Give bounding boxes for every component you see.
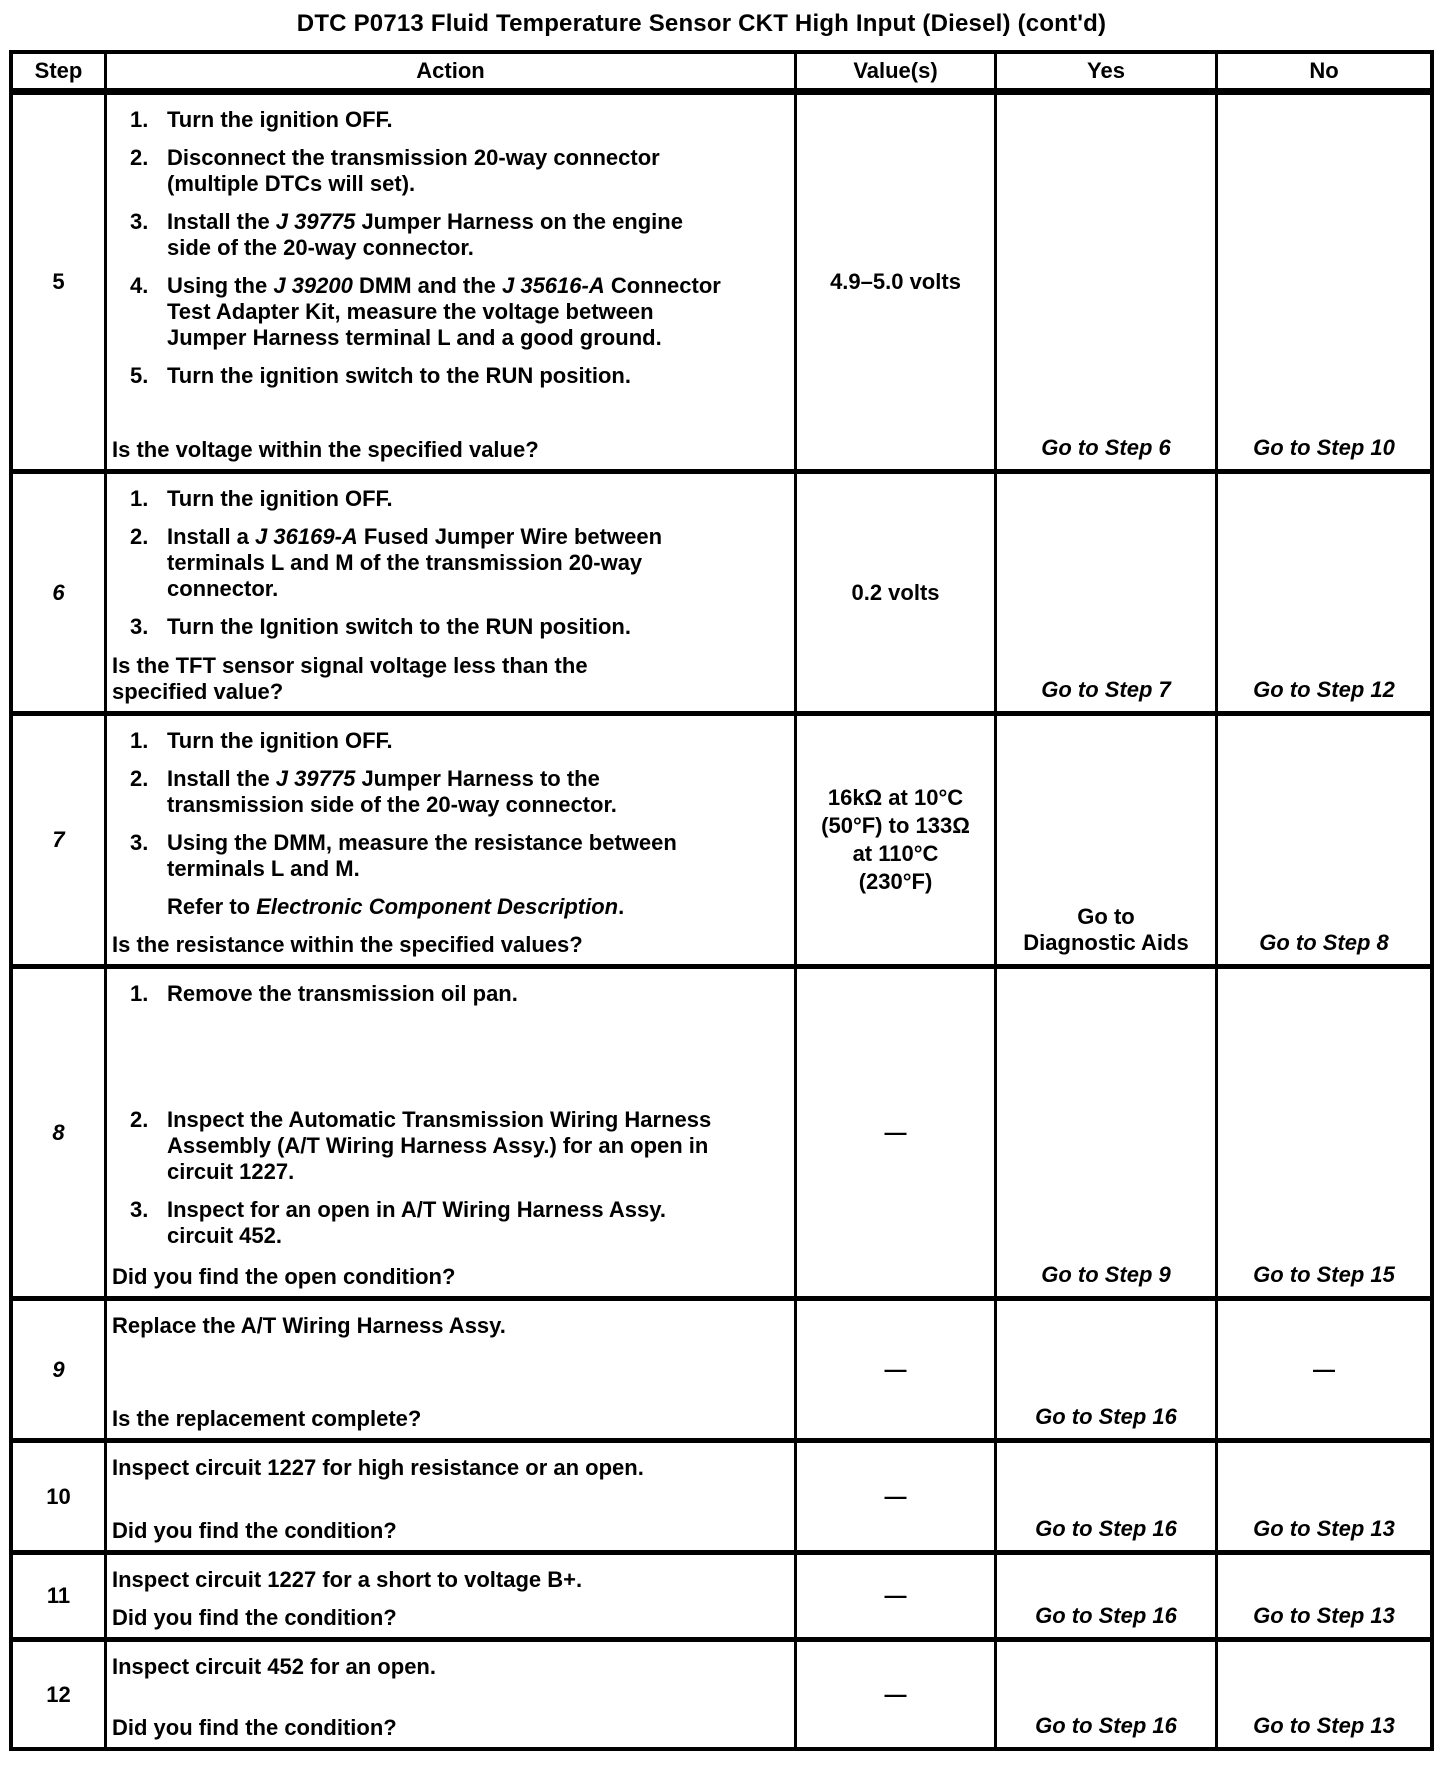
no-cell (1218, 969, 1430, 1296)
table-body (13, 95, 1430, 1747)
italic-reference-text: Electronic Component Description (256, 894, 619, 919)
action-item-text (167, 830, 727, 882)
action-statement (112, 1567, 788, 1593)
action-item (130, 363, 788, 389)
decision-line: Go to Step 15 (1253, 1262, 1395, 1287)
action-item-number: 3. (130, 830, 149, 855)
question-text: Is the replacement complete? (112, 1406, 422, 1431)
action-item (130, 614, 788, 640)
action-item-text (167, 728, 393, 754)
value-cell (797, 1555, 997, 1637)
yes-cell-text (1041, 435, 1171, 461)
action-item (130, 209, 788, 261)
action-text-segment: Using the (167, 273, 274, 298)
action-item-text (167, 209, 727, 261)
action-cell (107, 1555, 797, 1637)
action-item-text (167, 486, 393, 512)
step-cell-5 (13, 95, 107, 469)
decision-line: Go to Step 9 (1041, 1262, 1171, 1287)
decision-line: Go to Step 13 (1253, 1603, 1395, 1628)
action-item (130, 766, 788, 818)
step-cell-6 (13, 474, 107, 711)
value-line: at 110°C (852, 841, 939, 866)
question-text: Is the TFT sensor signal voltage less than the specified value? (112, 653, 588, 704)
action-item-text (167, 145, 727, 197)
step-number: 9 (52, 1356, 65, 1382)
yes-cell (997, 1443, 1218, 1550)
step-cell-11 (13, 1555, 107, 1637)
action-text-segment: Fused Jumper Wire between terminals L and M of the transmission 20-way connector. (167, 524, 663, 601)
yes-cell-text (1041, 677, 1171, 703)
value-cell (797, 1443, 997, 1550)
action-text-segment: Turn the ignition OFF. (167, 107, 393, 132)
action-item (130, 524, 788, 602)
action-text-segment: Remove the transmission oil pan. (167, 981, 518, 1006)
yes-cell (997, 95, 1218, 469)
no-cell-text (1253, 1603, 1395, 1629)
no-cell (1218, 1555, 1430, 1637)
question-text: Did you find the condition? (112, 1605, 397, 1630)
decision-line: Go to Step 8 (1259, 930, 1389, 955)
action-text-segment: Turn the ignition OFF. (167, 728, 393, 753)
action-text-segment: Turn the ignition OFF. (167, 486, 393, 511)
decision-line: Go to Step 13 (1253, 1516, 1395, 1541)
value-cell (797, 1301, 997, 1438)
action-item-number: 1. (130, 486, 149, 511)
diagnostic-table (9, 50, 1434, 1751)
value-line: (230°F) (858, 869, 933, 894)
step-row-6 (13, 469, 1430, 711)
value-line: 16kΩ at 10°C (827, 785, 964, 810)
yes-cell (997, 1642, 1218, 1747)
step-number: 6 (52, 579, 65, 605)
value-text (885, 1119, 907, 1147)
action-text-segment: Install the (167, 766, 276, 791)
yes-cell (997, 716, 1218, 964)
action-text-segment: Inspect circuit 452 for an open. (112, 1654, 436, 1679)
italic-reference-text: J 35616-A (501, 273, 605, 298)
yes-cell-text (1041, 1262, 1171, 1288)
action-text-segment: DMM and the (352, 273, 502, 298)
decision-line: Go to Step 6 (1041, 435, 1171, 460)
italic-reference-text: J 39775 (275, 209, 356, 234)
no-cell-text (1253, 1516, 1395, 1542)
action-cell (107, 1443, 797, 1550)
header-cell-values: Value(s) (797, 54, 997, 88)
action-item (130, 1107, 788, 1185)
step-row-5 (13, 95, 1430, 469)
action-note-text (167, 894, 624, 920)
no-cell (1218, 1301, 1430, 1438)
table-header-row (13, 54, 1430, 95)
yes-cell (997, 474, 1218, 711)
italic-reference-text: J 39200 (273, 273, 353, 298)
action-text-segment: Install the (167, 209, 276, 234)
value-cell (797, 474, 997, 711)
action-item-text (167, 1107, 727, 1185)
yes-cell (997, 1555, 1218, 1637)
action-text-segment: Inspect for an open in A/T Wiring Harness Assy. circuit 452. (167, 1197, 666, 1248)
action-statement (112, 1455, 788, 1481)
no-cell-text (1259, 930, 1389, 956)
value-text (885, 1681, 907, 1709)
value-text (851, 579, 939, 607)
no-cell-text (1253, 435, 1395, 461)
question-text: Did you find the condition? (112, 1715, 397, 1740)
value-cell (797, 1642, 997, 1747)
question-text: Did you find the open condition? (112, 1264, 456, 1289)
action-text-segment: Disconnect the transmission 20-way connector (multiple DTCs will set). (167, 145, 660, 196)
action-text-segment: Jumper Harness on the engine side of the 20-way connector. (167, 209, 683, 260)
action-item-number: 2. (130, 524, 149, 549)
action-item-text (167, 363, 631, 389)
action-cell (107, 969, 797, 1296)
decision-line: Diagnostic Aids (1023, 930, 1189, 955)
value-line: 4.9–5.0 volts (830, 269, 961, 294)
action-item (130, 145, 788, 197)
action-item-number: 3. (130, 614, 149, 639)
action-text-segment: . (618, 894, 625, 919)
action-item (130, 1197, 788, 1249)
action-item-number: 2. (130, 145, 149, 170)
action-item-text (167, 981, 518, 1007)
action-item (130, 830, 788, 882)
value-line: 0.2 volts (851, 579, 940, 605)
decision-line: Go to Step 10 (1253, 435, 1395, 460)
action-item-number: 1. (130, 981, 149, 1006)
step-cell-12 (13, 1642, 107, 1747)
action-text-segment: Turn the ignition switch to the RUN position. (167, 363, 631, 388)
italic-reference-text: J 36169-A (255, 524, 358, 549)
no-cell-text (1253, 1713, 1395, 1739)
no-cell-text (1313, 1357, 1335, 1383)
action-text-segment: Refer to (167, 894, 257, 919)
step-number: 10 (46, 1483, 71, 1509)
action-item (130, 486, 788, 512)
step-number: 12 (46, 1681, 71, 1707)
value-line: — (884, 1483, 907, 1509)
question-text: Is the voltage within the specified value? (112, 437, 539, 462)
header-cell-action: Action (107, 54, 797, 88)
action-item-number: 1. (130, 107, 149, 132)
step-cell-9 (13, 1301, 107, 1438)
step-number: 5 (52, 269, 65, 294)
step-row-11 (13, 1550, 1430, 1637)
yes-cell-text (1035, 1516, 1177, 1542)
no-cell (1218, 1642, 1430, 1747)
action-note (167, 894, 788, 920)
action-item-number: 3. (130, 209, 149, 234)
action-item-number: 1. (130, 728, 149, 753)
value-line: — (884, 1681, 907, 1707)
action-item (130, 981, 788, 1007)
action-text-segment: Connector Test Adapter Kit, measure the voltage between Jumper Harness terminal L and a good ground. (167, 273, 721, 350)
step-cell-10 (13, 1443, 107, 1550)
action-text-segment: Jumper Harness to the transmission side of the 20-way connector. (167, 766, 617, 817)
action-text-segment: Replace the A/T Wiring Harness Assy. (112, 1313, 506, 1338)
step-cell-7 (13, 716, 107, 964)
no-cell (1218, 95, 1430, 469)
value-line: — (884, 1583, 907, 1608)
decision-line: Go to Step 7 (1041, 677, 1171, 702)
value-cell (797, 716, 997, 964)
value-text (885, 1582, 907, 1610)
no-cell-text (1253, 677, 1395, 703)
step-row-10 (13, 1438, 1430, 1550)
action-cell (107, 474, 797, 711)
yes-cell-text (1035, 1713, 1177, 1739)
action-item (130, 728, 788, 754)
no-cell (1218, 716, 1430, 964)
action-item-number: 5. (130, 363, 149, 388)
action-cell (107, 1301, 797, 1438)
no-cell-text (1253, 1262, 1395, 1288)
value-text (885, 1483, 907, 1511)
question-text: Is the resistance within the specified values? (112, 932, 583, 957)
no-cell (1218, 1443, 1430, 1550)
header-cell-yes: Yes (997, 54, 1218, 88)
yes-cell-text (1035, 1404, 1177, 1430)
no-cell (1218, 474, 1430, 711)
action-item (130, 107, 788, 133)
step-cell-8 (13, 969, 107, 1296)
action-item-number: 2. (130, 766, 149, 791)
decision-line: — (1313, 1356, 1335, 1382)
yes-cell (997, 969, 1218, 1296)
action-cell (107, 1642, 797, 1747)
step-row-9 (13, 1296, 1430, 1438)
decision-line: Go to Step 13 (1253, 1713, 1395, 1738)
yes-cell (997, 1301, 1218, 1438)
italic-reference-text: J 39775 (275, 766, 356, 791)
value-text (885, 1356, 907, 1384)
decision-line: Go to Step 16 (1035, 1713, 1177, 1738)
decision-line: Go to Step 16 (1035, 1404, 1177, 1429)
page-title: DTC P0713 Fluid Temperature Sensor CKT High Input (Diesel) (cont'd) (296, 10, 1107, 37)
action-item (130, 273, 788, 351)
value-text (830, 268, 961, 296)
action-text-segment: Using the DMM, measure the resistance between terminals L and M. (167, 830, 677, 881)
step-number: 7 (52, 827, 65, 852)
action-item-text (167, 273, 727, 351)
action-item-text (167, 766, 727, 818)
action-item-text (167, 1197, 727, 1249)
value-line: — (884, 1119, 907, 1145)
action-cell (107, 95, 797, 469)
decision-line: Go to Step 16 (1035, 1516, 1177, 1541)
header-cell-no: No (1309, 58, 1339, 83)
action-text-segment: Install a (167, 524, 256, 549)
decision-line: Go to (1077, 904, 1135, 929)
action-text-segment: Inspect circuit 1227 for a short to voltage B+. (112, 1567, 583, 1592)
step-row-12 (13, 1637, 1430, 1747)
value-cell (797, 95, 997, 469)
action-item-text (167, 524, 727, 602)
action-text-segment: Turn the Ignition switch to the RUN position. (167, 614, 631, 639)
header-cell-step: Step (13, 54, 107, 88)
value-text (821, 784, 970, 896)
action-cell (107, 716, 797, 964)
action-item-number: 3. (130, 1197, 149, 1222)
action-item-number: 2. (130, 1107, 149, 1132)
step-row-8 (13, 964, 1430, 1296)
step-row-7 (13, 711, 1430, 964)
action-item-text (167, 614, 631, 640)
yes-cell-text (1023, 904, 1188, 956)
step-number: 8 (52, 1119, 65, 1145)
action-statement (112, 1313, 788, 1339)
decision-line: Go to Step 16 (1035, 1603, 1177, 1628)
action-text-segment: Inspect circuit 1227 for high resistance or an open. (112, 1455, 644, 1480)
decision-line: Go to Step 12 (1253, 677, 1395, 702)
value-line: (50°F) to 133Ω (821, 813, 970, 838)
action-item-number: 4. (130, 273, 149, 298)
yes-cell-text (1035, 1603, 1177, 1629)
action-statement (112, 1654, 788, 1680)
action-item-text (167, 107, 393, 133)
value-cell (797, 969, 997, 1296)
action-text-segment: Inspect the Automatic Transmission Wiring Harness Assembly (A/T Wiring Harness Assy.) for an open in circuit 1227. (167, 1107, 712, 1184)
step-number: 11 (46, 1583, 71, 1608)
value-line: — (884, 1356, 907, 1382)
question-text: Did you find the condition? (112, 1518, 397, 1543)
